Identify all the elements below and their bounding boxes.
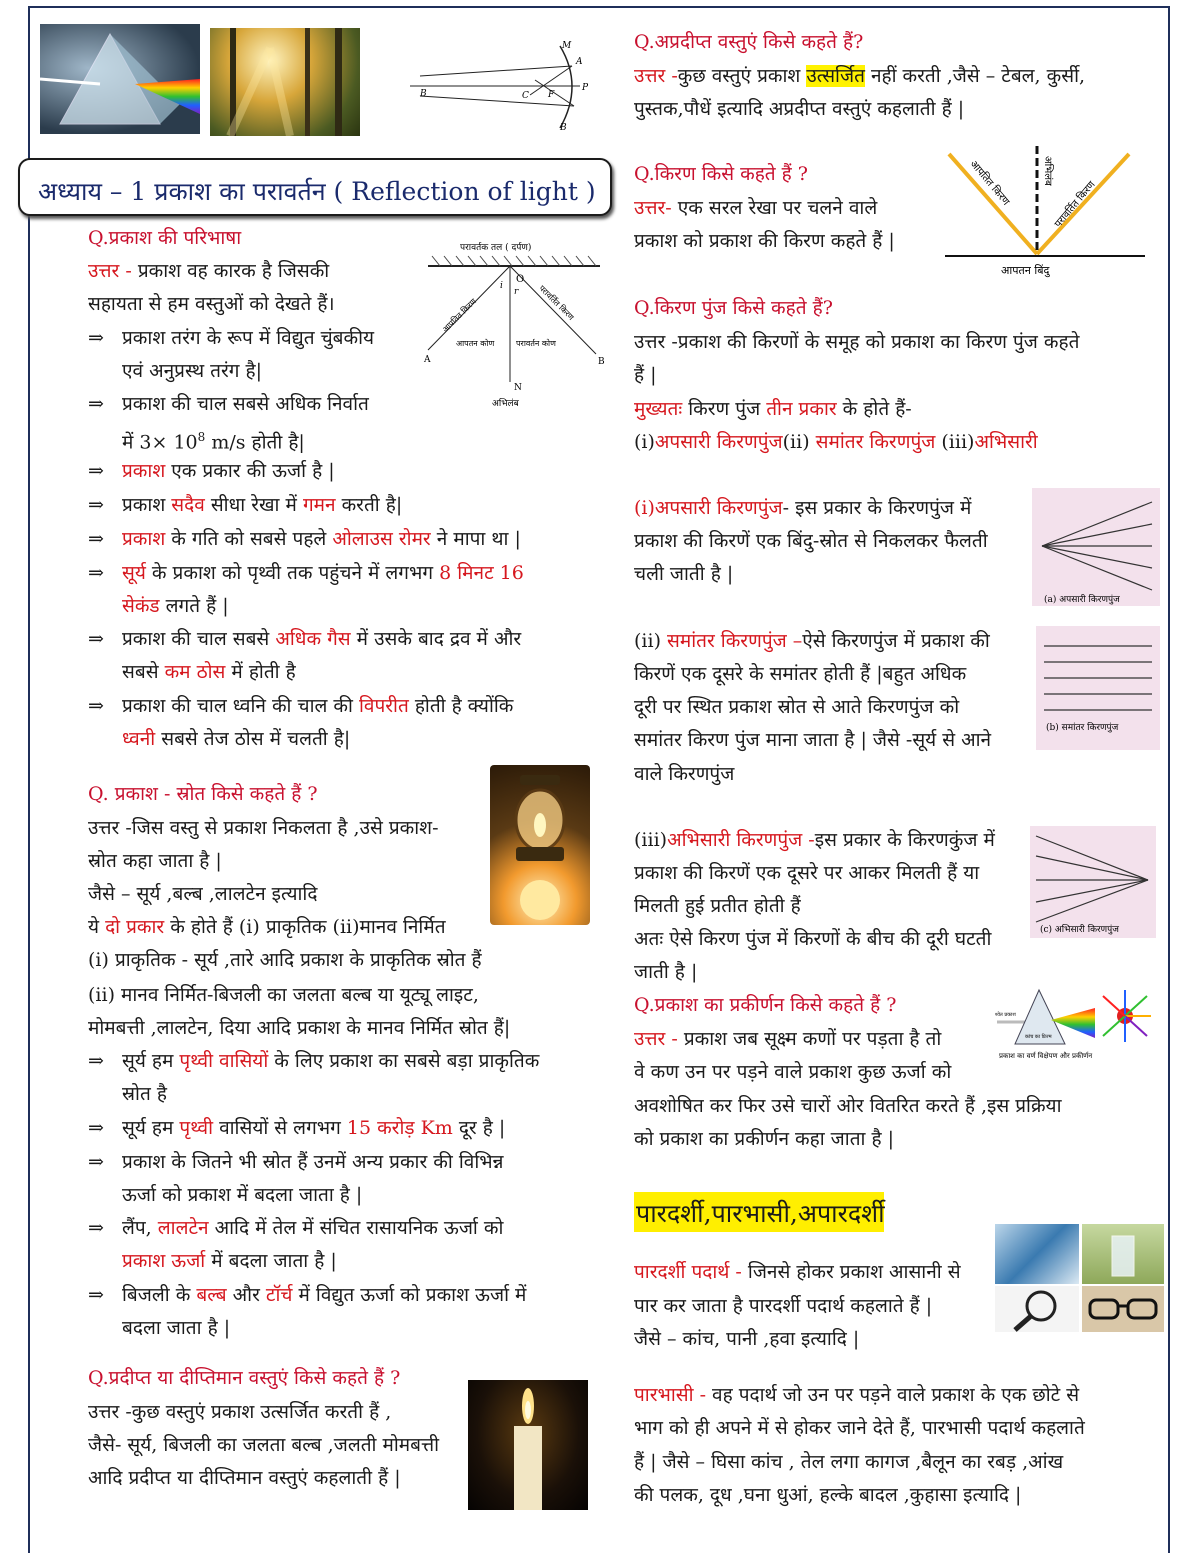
mirror-label-a: A — [576, 57, 583, 67]
parallel-beam-5: वाले किरणपुंज — [634, 763, 735, 785]
convergent-beam-2: प्रकाश की किरणें एक दूसरे पर आकर मिलती हैं या — [634, 862, 980, 884]
source-bullet-5-cont: बदला जाता है | — [122, 1317, 231, 1339]
translucent-1: पारभासी - वह पदार्थ जो उन पर पड़ने वाले प्रकाश के एक छोटे से — [634, 1384, 1080, 1406]
parallel-beam-figure — [1036, 626, 1160, 750]
light-definition-question: Q.प्रकाश की परिभाषा — [88, 227, 242, 249]
beam-answer-3: मुख्यतः किरण पुंज तीन प्रकार के होते हैं- — [634, 398, 912, 420]
translucent-3: हैं | जैसे – घिसा कांच , तेल लगा कागज ,बैलून का रबड़ ,आंख — [634, 1451, 1064, 1473]
source-bullet-3-cont: ऊर्जा को प्रकाश में बदला जाता है | — [122, 1184, 363, 1206]
bullet-arrow-icon: ⇒ — [88, 1217, 104, 1239]
bullet-2: ⇒ प्रकाश की चाल सबसे अधिक निर्वात — [88, 388, 369, 421]
point-a-label: A — [424, 355, 431, 365]
light-source-answer-1: उत्तर -जिस वस्तु से प्रकाश निकलता है ,उसे प्रकाश- — [88, 817, 439, 839]
bullet-1-cont: एवं अनुप्रस्थ तरंग है| — [122, 360, 263, 382]
bullet-7: ⇒ प्रकाश की चाल सबसे अधिक गैस में उसके बाद द्रव में और — [88, 623, 521, 656]
light-definition-answer-1: उत्तर - प्रकाश वह कारक है जिसकी — [88, 260, 330, 282]
beam-question: Q.किरण पुंज किसे कहते हैं? — [634, 297, 833, 319]
beam-answer-1: उत्तर -प्रकाश की किरणों के समूह को प्रकाश का किरण पुंज कहते — [634, 331, 1080, 353]
divergent-beam-figure — [1032, 488, 1160, 606]
ray-reflection-diagram — [945, 142, 1145, 280]
translucent-2: भाग को ही अपने में से होकर जाने देते हैं, पारभासी पदार्थ कहलाते — [634, 1417, 1085, 1439]
prism-photo — [40, 24, 200, 134]
concave-mirror-diagram — [400, 40, 600, 132]
transparent-3: जैसे – कांच, पानी ,हवा इत्यादि | — [634, 1328, 860, 1350]
point-o-label: O — [516, 274, 525, 285]
luminous-answer-3: आदि प्रदीप्त या दीप्तिमान वस्तुएं कहलाती हैं | — [88, 1467, 401, 1489]
magnifier-icon — [995, 1286, 1079, 1332]
convergent-caption: (c) अभिसारी किरणपुंज — [1040, 925, 1119, 935]
glass-panel-photo — [995, 1224, 1079, 1284]
light-source-answer-5: (i) प्राकृतिक - सूर्य ,तारे आदि प्रकाश के प्राकृतिक स्रोत हैं — [88, 949, 482, 971]
bullet-7-cont: सबसे कम ठोस में होती है — [122, 661, 296, 683]
water-glass-icon — [1082, 1224, 1164, 1284]
parallel-beam-2: किरणें एक दूसरे के समांतर होती हैं |बहुत अधिक — [634, 663, 967, 685]
forest-photo — [210, 28, 360, 136]
prism-label: कांच का प्रिज्म — [1025, 1034, 1052, 1040]
bullet-5: ⇒ प्रकाश के गति को सबसे पहले ओलाउस रोमर ने मापा था | — [88, 523, 521, 556]
parallel-caption: (b) समांतर किरणपुंज — [1046, 723, 1119, 733]
nonluminous-answer-1: उत्तर -कुछ वस्तुएं प्रकाश उत्सर्जित नहीं करती ,जैसे – टेबल, कुर्सी, — [634, 65, 1086, 87]
transparent-2: पार कर जाता है पारदर्शी पदार्थ कहलाते हैं | — [634, 1295, 933, 1317]
light-source-answer-4: ये दो प्रकार के होते हैं (i) प्राकृतिक (ii)मानव निर्मित — [88, 916, 446, 938]
ray-answer-2: प्रकाश को प्रकाश की किरण कहते हैं | — [634, 230, 895, 252]
bullet-arrow-icon: ⇒ — [88, 327, 104, 349]
source-bullet-4: ⇒ लैंप, लालटेन आदि में तेल में संचित रासायनिक ऊर्जा को — [88, 1212, 503, 1245]
parallel-beam-3: दूरी पर स्थित प्रकाश स्रोत से आते किरणपुंज को — [634, 696, 960, 718]
bullet-3: ⇒ प्रकाश एक प्रकार की ऊर्जा है | — [88, 455, 335, 488]
bullet-arrow-icon: ⇒ — [88, 562, 104, 584]
bullet-2-cont: में $3\times 10^8$ m/s होती है| — [122, 430, 305, 454]
divergent-caption: (a) अपसारी किरणपुंज — [1044, 595, 1120, 605]
luminous-answer-1: उत्तर -कुछ वस्तुएं प्रकाश उत्सर्जित करती हैं , — [88, 1401, 392, 1423]
white-light-label: श्वेत प्रकाश — [995, 1012, 1016, 1018]
bullet-arrow-icon: ⇒ — [88, 695, 104, 717]
light-source-answer-6: (ii) मानव निर्मित-बिजली का जलता बल्ब या यूट्यू लाइट, — [88, 984, 479, 1006]
source-bullet-1-cont: स्रोत है — [122, 1083, 167, 1105]
bullet-6: ⇒ सूर्य के प्रकाश को पृथ्वी तक पहुंचने में लगभग 8 मिनट 16 — [88, 557, 524, 590]
light-source-answer-3: जैसे – सूर्य ,बल्ब ,लालटेन इत्यादि — [88, 883, 318, 905]
ray-question: Q.किरण किसे कहते हैं ? — [634, 163, 808, 185]
incidence-angle-label: आपतन कोण — [456, 339, 495, 348]
convergent-beam-5: जाती है | — [634, 961, 698, 983]
ray-normal-label: अभिलंब — [1042, 156, 1053, 186]
convergent-beam-figure — [1030, 826, 1156, 938]
mirror-label-m: M — [562, 41, 572, 51]
source-bullet-4-cont: प्रकाश ऊर्जा में बदला जाता है | — [122, 1250, 337, 1272]
normal-label: अभिलंब — [492, 399, 519, 409]
angle-r-label: r — [514, 287, 519, 297]
source-bullet-3: ⇒ प्रकाश के जितने भी स्रोत हैं उनमें अन्य प्रकार की विभिन्न — [88, 1146, 503, 1179]
bullet-arrow-icon: ⇒ — [88, 628, 104, 650]
section-header-transparency: पारदर्शी,पारभासी,अपारदर्शी — [634, 1192, 884, 1232]
source-bullet-1: ⇒ सूर्य हम पृथ्वी वासियों के लिए प्रकाश का सबसे बड़ा प्राकृतिक — [88, 1045, 539, 1078]
ray-answer-1: उत्तर- एक सरल रेखा पर चलने वाले — [634, 197, 878, 219]
chapter-title: अध्याय – 1 प्रकाश का परावर्तन ( Reflection of light ) — [18, 158, 612, 216]
convergent-beam-1: (iii)अभिसारी किरणपुंज -इस प्रकार के किरणकुंज में — [634, 829, 995, 851]
parallel-beam-4: समांतर किरण पुंज माना जाता है | जैसे -सूर्य से आने — [634, 729, 992, 751]
mirror-label-b2: B — [560, 123, 567, 132]
lantern-icon — [490, 765, 590, 925]
spectacles-photo — [1082, 1286, 1164, 1332]
beam-answer-4: (i)अपसारी किरणपुंज(ii) समांतर किरणपुंज (iii)अभिसारी — [634, 431, 1038, 453]
bullet-8: ⇒ प्रकाश की चाल ध्वनि की चाल की विपरीत होती है क्योंकि — [88, 690, 513, 723]
translucent-4: की पलक, दूध ,घना धुआं, हल्के बादल ,कुहासा इत्यादि | — [634, 1484, 1022, 1506]
scattering-answer-4: को प्रकाश का प्रकीर्णन कहा जाता है | — [634, 1128, 895, 1150]
reflection-diagram — [420, 240, 610, 410]
angle-i-label: i — [500, 281, 503, 291]
candle-photo — [468, 1380, 588, 1510]
surface-label: परावर्तक तल ( दर्पण) — [460, 243, 532, 253]
bullet-8-cont: ध्वनी सबसे तेज ठोस में चलती है| — [122, 728, 351, 750]
candle-icon — [468, 1380, 588, 1510]
bullet-arrow-icon: ⇒ — [88, 1151, 104, 1173]
bullet-arrow-icon: ⇒ — [88, 528, 104, 550]
water-glass-photo — [1082, 1224, 1164, 1284]
light-source-question: Q. प्रकाश - स्रोत किसे कहते हैं ? — [88, 783, 318, 805]
mirror-label-c: C — [522, 91, 529, 101]
reflection-angle-label: परावर्तन कोण — [516, 339, 556, 348]
luminous-question: Q.प्रदीप्त या दीप्तिमान वस्तुएं किसे कहते हैं ? — [88, 1367, 401, 1389]
transparent-1: पारदर्शी पदार्थ - जिनसे होकर प्रकाश आसानी से — [634, 1261, 961, 1283]
convergent-beam-3: मिलती हुई प्रतीत होती हैं — [634, 895, 801, 917]
mirror-label-b: B — [420, 89, 427, 99]
ray-reflected-label: परावर्तित किरण — [1052, 179, 1098, 230]
trees-icon — [210, 28, 360, 136]
incident-ray-label: आपतित किरण — [440, 296, 479, 335]
bullet-1: ⇒ प्रकाश तरंग के रूप में विद्युत चुंबकीय — [88, 322, 374, 355]
magnifier-photo — [995, 1286, 1079, 1332]
beam-answer-2: हैं | — [634, 364, 657, 386]
source-bullet-2: ⇒ सूर्य हम पृथ्वी वासियों से लगभग 15 करोड़ Km दूर है | — [88, 1112, 505, 1145]
convergent-beam-4: अतः ऐसे किरण पुंज में किरणों के बीच की दूरी घटती — [634, 928, 992, 950]
parallel-beam-1: (ii) समांतर किरणपुंज –ऐसे किरणपुंज में प्रकाश की — [634, 630, 990, 652]
incidence-point-label: आपतन बिंदु — [1001, 264, 1050, 277]
divergent-beam-1: (i)अपसारी किरणपुंज- इस प्रकार के किरणपुंज में — [634, 497, 972, 519]
bullet-arrow-icon: ⇒ — [88, 1117, 104, 1139]
reflected-ray-label: परावर्तित किरण — [537, 283, 576, 323]
scattering-answer-1: उत्तर - प्रकाश जब सूक्ष्म कणों पर पड़ता है तो — [634, 1028, 942, 1050]
scattering-answer-2: वे कण उन पर पड़ने वाले प्रकाश कुछ ऊर्जा को — [634, 1061, 952, 1083]
bullet-arrow-icon: ⇒ — [88, 393, 104, 415]
dispersion-caption: प्रकाश का वर्ण विक्षेपण और प्रकीर्णन — [999, 1052, 1093, 1060]
mirror-label-p: P — [582, 83, 589, 93]
ray-incident-label: आपतित किरण — [967, 158, 1012, 208]
lantern-photo — [490, 765, 590, 925]
nonluminous-answer-2: पुस्तक,पौधें इत्यादि अप्रदीप्त वस्तुएं कहलाती हैं | — [634, 98, 965, 120]
bullet-arrow-icon: ⇒ — [88, 460, 104, 482]
source-bullet-5: ⇒ बिजली के बल्ब और टॉर्च में विद्युत ऊर्जा को प्रकाश ऊर्जा में — [88, 1279, 526, 1312]
divergent-beam-3: चली जाती है | — [634, 563, 734, 585]
light-definition-answer-2: सहायता से हम वस्तुओं को देखते हैं। — [88, 293, 335, 315]
bullet-arrow-icon: ⇒ — [88, 1050, 104, 1072]
mirror-label-f: F — [548, 90, 555, 100]
light-source-answer-7: मोमबत्ती ,लालटेन, दिया आदि प्रकाश के मानव निर्मित स्रोत हैं| — [88, 1017, 511, 1039]
scattering-answer-3: अवशोषित कर फिर उसे चारों ओर वितरित करते हैं ,इस प्रक्रिया — [634, 1095, 1062, 1117]
divergent-beam-2: प्रकाश की किरणें एक बिंदु-स्रोत से निकलकर फैलती — [634, 530, 988, 552]
luminous-answer-2: जैसे- सूर्य, बिजली का जलता बल्ब ,जलती मोमबत्ती — [88, 1434, 440, 1456]
bullet-arrow-icon: ⇒ — [88, 1284, 104, 1306]
spectacles-icon — [1082, 1286, 1164, 1332]
light-source-answer-2: स्रोत कहा जाता है | — [88, 850, 222, 872]
nonluminous-question: Q.अप्रदीप्त वस्तुएं किसे कहते हैं? — [634, 31, 864, 53]
bullet-arrow-icon: ⇒ — [88, 494, 104, 516]
point-n-label: N — [514, 383, 522, 393]
bullet-6-cont: सेकंड लगते हैं | — [122, 595, 229, 617]
dispersion-scattering-figure — [995, 982, 1155, 1064]
bullet-4: ⇒ प्रकाश सदैव सीधा रेखा में गमन करती है| — [88, 489, 402, 522]
scattering-question: Q.प्रकाश का प्रकीर्णन किसे कहते हैं ? — [634, 994, 897, 1016]
prism-icon — [40, 24, 200, 134]
point-b-label: B — [598, 357, 605, 367]
